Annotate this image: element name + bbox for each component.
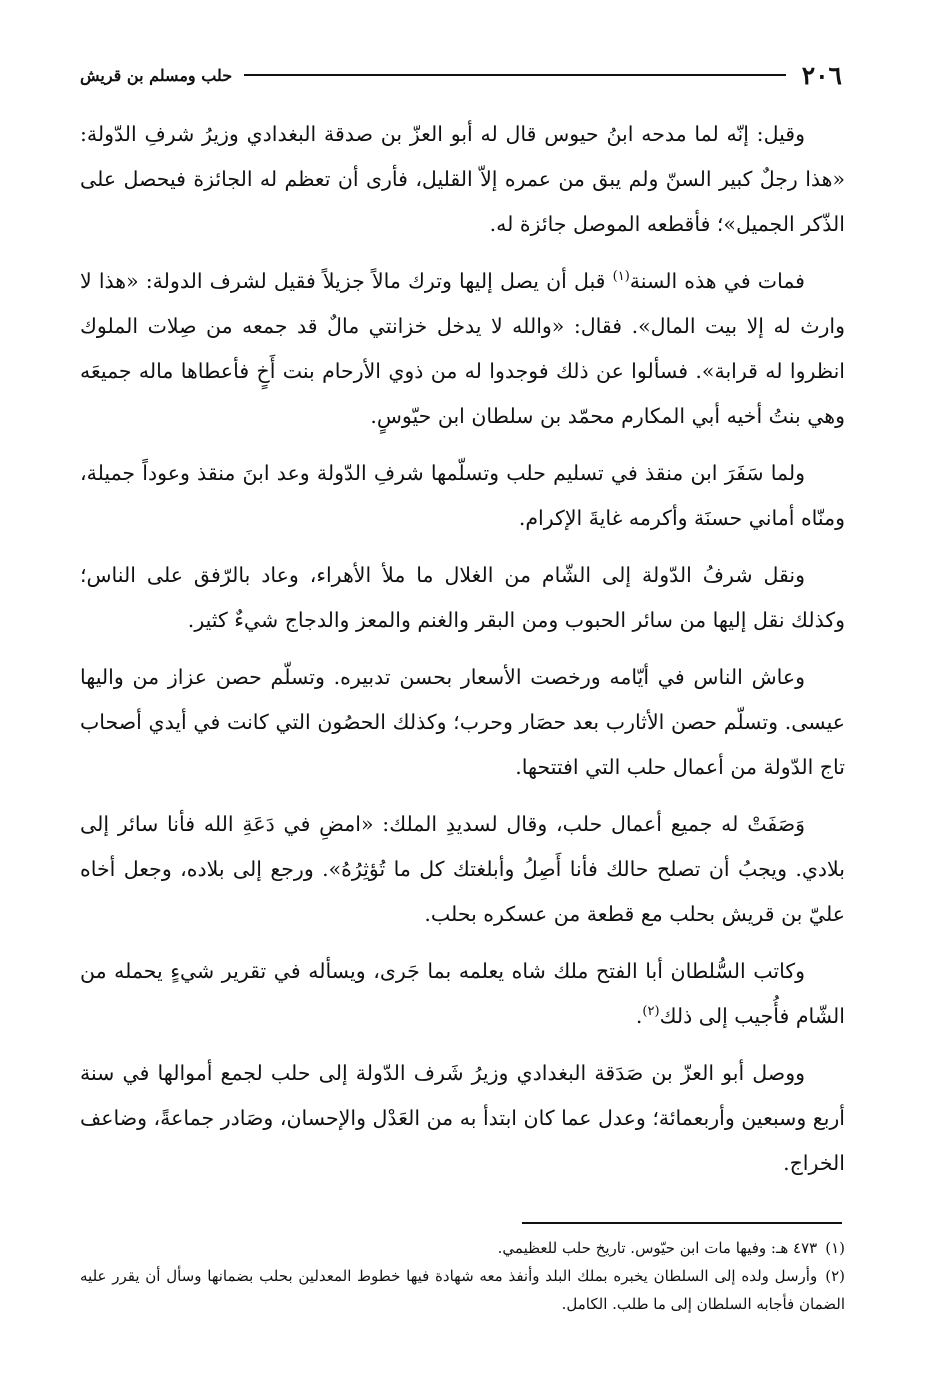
footnote-reference[interactable]: (٢)	[642, 1004, 660, 1020]
footnote	[80, 1234, 845, 1262]
paragraph: ووصل أبو العزّ بن صَدَقة البغدادي وزيرُ شَرف الدّولة إلى حلب لجمع أموالها في سنة أربع وسبعين وأربعمائة؛ وعدل عما كان ابتدأ به من العَدْل والإحسان، وصَادر جماعةً، وضاعف الخراج.	[80, 1061, 845, 1175]
paragraph	[80, 949, 845, 1039]
paragraph-text: فمات في هذه السنة	[629, 269, 805, 293]
paragraph-text: .	[635, 1004, 643, 1028]
paragraph: وَصَفَتْ له جميع أعمال حلب، وقال لسديدِ الملك: «امضِ في دَعَةِ الله فأنا سائر إلى بلادي. ويجبُ أن تصلح حالك فأنا أَصِلُ وأبلغتك كل ما تُؤثِرُهُ». ورجع إلى بلاده، وجعل أخاه عليّ بن قريش بحلب مع قطعة من عسكره بحلب.	[80, 812, 845, 926]
footnote-text: وأرسل ولده إلى السلطان يخبره بملك البلد وأنفذ معه شهادة فيها خطوط المعدلين بحلب بضمانها وسأل أن يقرر عليه الضمان فأجابه السلطان إلى ما طلب. الكامل.	[80, 1267, 845, 1313]
main-text	[80, 112, 845, 1198]
page-number: ٢٠٦	[801, 60, 842, 90]
footnote-separator	[522, 1222, 842, 1224]
running-title: حلب ومسلم بن قريش	[80, 65, 233, 85]
paragraph: ونقل شرفُ الدّولة إلى الشّام من الغلال ما ملأ الأهراء، وعاد بالرّفق على الناس؛ وكذلك نقل إليها من سائر الحبوب ومن البقر والغنم والمعز والدجاج شيءٌ كثير.	[80, 563, 845, 632]
footnote	[80, 1262, 845, 1318]
footnotes	[80, 1234, 845, 1318]
paragraph-text: وكاتب السُّلطان أبا الفتح ملك شاه يعلمه بما جَرى، ويسأله في تقرير شيءٍ يحمله من الشّام فأُجيب إلى ذلك	[80, 959, 845, 1028]
paragraph: ولما سَفَرَ ابن منقذ في تسليم حلب وتسلّمها شرفِ الدّولة وعد ابنَ منقذ وعوداً جميلة، ومنّاه أماني حسنَة وأكرمه غايةَ الإكرام.	[80, 461, 845, 530]
paragraph: وعاش الناس في أيّامه ورخصت الأسعار بحسن تدبيره. وتسلّم حصن عزاز من واليها عيسى. وتسلّم حصن الأثارب بعد حصَار وحرب؛ وكذلك الحصُون التي كانت في أيدي أصحاب تاج الدّولة من أعمال حلب التي افتتحها.	[80, 665, 845, 779]
footnote-text: ٤٧٣ هـ: وفيها مات ابن حيّوس. تاريخ حلب للعظيمي.	[497, 1239, 818, 1257]
paragraph: وقيل: إنّه لما مدحه ابنُ حيوس قال له أبو العزّ بن صدقة البغدادي وزيرُ شرفِ الدّولة: «هذا رجلٌ كبير السنّ ولم يبق من عمره إلاّ القليل، فأرى أن تعظم له الجائزة فيحصل على الذّكر الجميل»؛ فأقطعه الموصل جائزة له.	[80, 122, 845, 236]
header-rule	[244, 74, 786, 76]
footnote-reference[interactable]: (١)	[612, 269, 630, 285]
paragraph	[80, 259, 845, 439]
footnote-number: (٢)	[825, 1267, 845, 1285]
footnote-number: (١)	[825, 1239, 845, 1257]
paragraph-text: قبل أن يصل إليها وترك مالاً جزيلاً فقيل لشرف الدولة: «هذا لا وارث له إلا بيت المال». فقال: «والله لا يدخل خزانتي مالٌ قد جمعه من صِلات الملوك انظروا له قرابة». فسألوا عن ذلك فوجدوا له من ذوي الأرحام بنت أَخٍ فأعطاها ماله جميعَه وهي بنتُ أخيه أبي المكارم محمّد بن سلطان ابن حيّوسٍ.	[80, 269, 845, 428]
running-header	[80, 58, 842, 92]
